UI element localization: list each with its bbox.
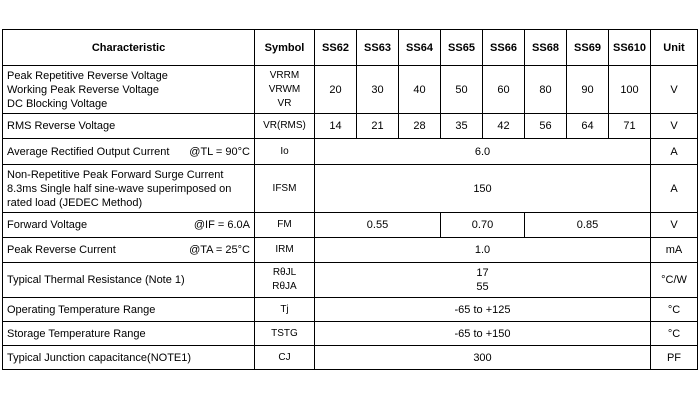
row-symbol: IFSM [255, 165, 315, 213]
row-unit: °C/W [651, 263, 698, 298]
row-condition: @TA = 25°C [189, 244, 250, 256]
value-cell: 17 55 [315, 263, 651, 298]
row-symbol: VRRM VRWM VR [255, 66, 315, 114]
row-symbol: TSTG [255, 322, 315, 346]
row-symbol: VR(RMS) [255, 114, 315, 139]
row-condition: @TL = 90°C [189, 145, 250, 158]
row-unit: mA [651, 238, 698, 263]
row-label: Typical Thermal Resistance (Note 1) [3, 263, 255, 298]
ratings-table [2, 29, 698, 370]
row-label: Non-Repetitive Peak Forward Surge Current 8.3ms Single half sine-wave superimposed on rated load (JEDEC Method) [3, 165, 255, 213]
table-row [3, 139, 698, 165]
row-symbol: RθJL RθJA [255, 263, 315, 298]
row-condition: @IF = 6.0A [193, 219, 250, 231]
value-cell: 21 [357, 114, 399, 139]
part-header: SS68 [525, 30, 567, 66]
part-header: SS64 [399, 30, 441, 66]
part-header: SS65 [441, 30, 483, 66]
row-unit: A [651, 139, 698, 165]
row-label: Operating Temperature Range [3, 298, 255, 322]
row-symbol: CJ [255, 346, 315, 370]
row-symbol: IRM [255, 238, 315, 263]
row-label-cell [3, 139, 255, 165]
row-symbol: Io [255, 139, 315, 165]
row-unit: PF [651, 346, 698, 370]
value-cell: 14 [315, 114, 357, 139]
part-header: SS610 [609, 30, 651, 66]
table-row [3, 66, 698, 114]
row-unit: °C [651, 322, 698, 346]
row-unit: V [651, 66, 698, 114]
value-cell: 20 [315, 66, 357, 114]
row-label: Forward Voltage [7, 219, 88, 231]
value-cell: 0.55 [315, 213, 441, 238]
row-label: Typical Junction capacitance(NOTE1) [3, 346, 255, 370]
value-cell: 300 [315, 346, 651, 370]
value-cell: 42 [483, 114, 525, 139]
table-row [3, 298, 698, 322]
value-cell: 28 [399, 114, 441, 139]
table-row [3, 213, 698, 238]
value-cell: 64 [567, 114, 609, 139]
table-row [3, 346, 698, 370]
row-label-cell [3, 213, 255, 238]
row-symbol: FM [255, 213, 315, 238]
header-row [3, 30, 698, 66]
table-row [3, 263, 698, 298]
row-unit: V [651, 114, 698, 139]
table-row [3, 114, 698, 139]
characteristic-header: Characteristic [3, 30, 255, 66]
value-cell: 35 [441, 114, 483, 139]
part-header: SS66 [483, 30, 525, 66]
unit-header: Unit [651, 30, 698, 66]
table-row [3, 238, 698, 263]
value-cell: -65 to +125 [315, 298, 651, 322]
row-symbol: Tj [255, 298, 315, 322]
value-cell: 100 [609, 66, 651, 114]
value-cell: 0.70 [441, 213, 525, 238]
value-cell: 71 [609, 114, 651, 139]
value-cell: 90 [567, 66, 609, 114]
symbol-header: Symbol [255, 30, 315, 66]
row-unit: V [651, 213, 698, 238]
value-cell: 80 [525, 66, 567, 114]
row-label: Average Rectified Output Current [7, 145, 170, 158]
value-cell: 150 [315, 165, 651, 213]
row-label-cell [3, 238, 255, 263]
row-label: Peak Repetitive Reverse Voltage Working Peak Reverse Voltage DC Blocking Voltage [3, 66, 255, 114]
value-cell: 56 [525, 114, 567, 139]
value-cell: 60 [483, 66, 525, 114]
value-cell: 6.0 [315, 139, 651, 165]
value-cell: 0.85 [525, 213, 651, 238]
table-row [3, 165, 698, 213]
value-cell: 50 [441, 66, 483, 114]
row-label: RMS Reverse Voltage [3, 114, 255, 139]
row-label: Peak Reverse Current [7, 244, 116, 256]
value-cell: 30 [357, 66, 399, 114]
part-header: SS62 [315, 30, 357, 66]
value-cell: 40 [399, 66, 441, 114]
part-header: SS69 [567, 30, 609, 66]
value-cell: 1.0 [315, 238, 651, 263]
value-cell: -65 to +150 [315, 322, 651, 346]
row-label: Storage Temperature Range [3, 322, 255, 346]
row-unit: A [651, 165, 698, 213]
table-row [3, 322, 698, 346]
part-header: SS63 [357, 30, 399, 66]
row-unit: °C [651, 298, 698, 322]
